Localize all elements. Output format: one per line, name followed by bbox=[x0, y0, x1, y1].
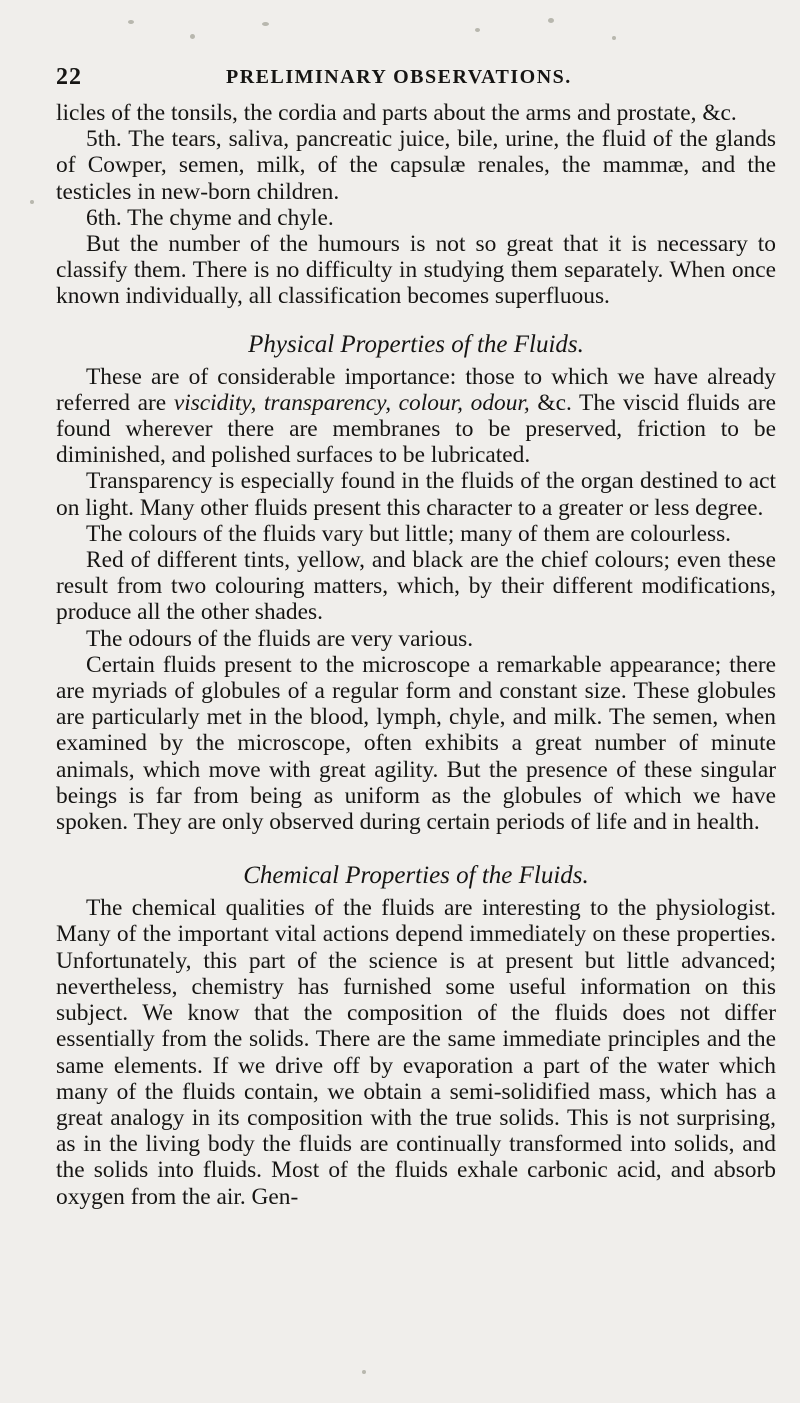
running-head bbox=[56, 64, 776, 94]
intro-continuation: licles of the tonsils, the cordia and parts about the arms and prostate, &c. bbox=[56, 100, 737, 126]
paper-speck bbox=[475, 28, 480, 32]
paper-speck bbox=[362, 1370, 366, 1374]
physical-paragraph-3: The colours of the fluids vary but little; many of them are colourless. bbox=[86, 520, 732, 547]
physical-paragraph-6: Certain fluids present to the microscope a remarkable appearance; there are myriads of globules of a regular form and constant size. These globules are particularly met in the blood, lymph, chyle, and milk. The semen, when examined by the microscope, often exhibits a great number of minute animals, which move with great agility. But the presence of these singular beings is far from being as uniform as the globules of which we have spoken. They are only observed during certain periods of life and in health. bbox=[56, 651, 776, 836]
intro-closing: But the number of the humours is not so great that it is necessary to classify them. There is no difficulty in studying them separately. When once known individually, all classification becomes superfluous. bbox=[56, 231, 776, 310]
physical-paragraph-2: Transparency is especially found in the fluids of the organ destined to act on light. Many other fluids present this character to a greater or less degree. bbox=[56, 468, 776, 521]
chemical-paragraph-1: The chemical qualities of the fluids are interesting to the physiologist. Many of the important vital actions depend immediately on these properties. Unfortunately, this part of the science is at present but little advanced; nevertheless, chemistry has furnished some useful information on this subject. We know that the composition of the fluids does not differ essentially from the solids. There are the same immediate principles and the same elements. If we drive off by evaporation a part of the water which many of the fluids contain, we obtain a semi-solidified mass, which has a great analogy in its composition with the true solids. This is not surprising, as in the living body the fluids are continually transformed into solids, and the solids into fluids. Most of the fluids exhale carbonic acid, and absorb oxygen from the air. Gen- bbox=[56, 895, 776, 1210]
running-head-title: PRELIMINARY OBSERVATIONS. bbox=[226, 66, 572, 88]
physical-p1-after: The viscid fluids are found wherever there are membranes to be preserved, friction to be diminished, and polished surfaces to be lubricated. bbox=[56, 389, 777, 469]
paper-speck bbox=[612, 36, 616, 40]
paper-speck bbox=[548, 18, 554, 23]
paper-speck bbox=[190, 34, 195, 39]
paper-speck bbox=[128, 20, 134, 24]
physical-p1-terms: viscidity, transparency, colour, odour, bbox=[173, 389, 530, 416]
physical-paragraph-4: Red of different tints, yellow, and black are the chief colours; even these result from two colouring matters, which, by their different modifications, produce all the other shades. bbox=[56, 547, 776, 626]
physical-p1-etc: &c. bbox=[529, 389, 572, 416]
paper-speck bbox=[30, 200, 34, 204]
intro-item-5: 5th. The tears, saliva, pancreatic juice, bile, urine, the fluid of the glands of Cowper, semen, milk, of the capsulæ renales, the mammæ, and the testicles in new-born children. bbox=[56, 126, 776, 205]
intro-item-6: 6th. The chyme and chyle. bbox=[86, 204, 334, 231]
physical-paragraph-1 bbox=[56, 364, 776, 469]
paper-speck bbox=[262, 22, 269, 26]
section-heading-physical: Physical Properties of the Fluids. bbox=[248, 330, 584, 358]
page-number: 22 bbox=[56, 64, 82, 90]
section-heading-chemical: Chemical Properties of the Fluids. bbox=[243, 862, 589, 890]
physical-p1-before: These are of considerable importance: those to which we have already referred are bbox=[56, 363, 776, 416]
physical-paragraph-5: The odours of the fluids are very various. bbox=[86, 625, 474, 652]
